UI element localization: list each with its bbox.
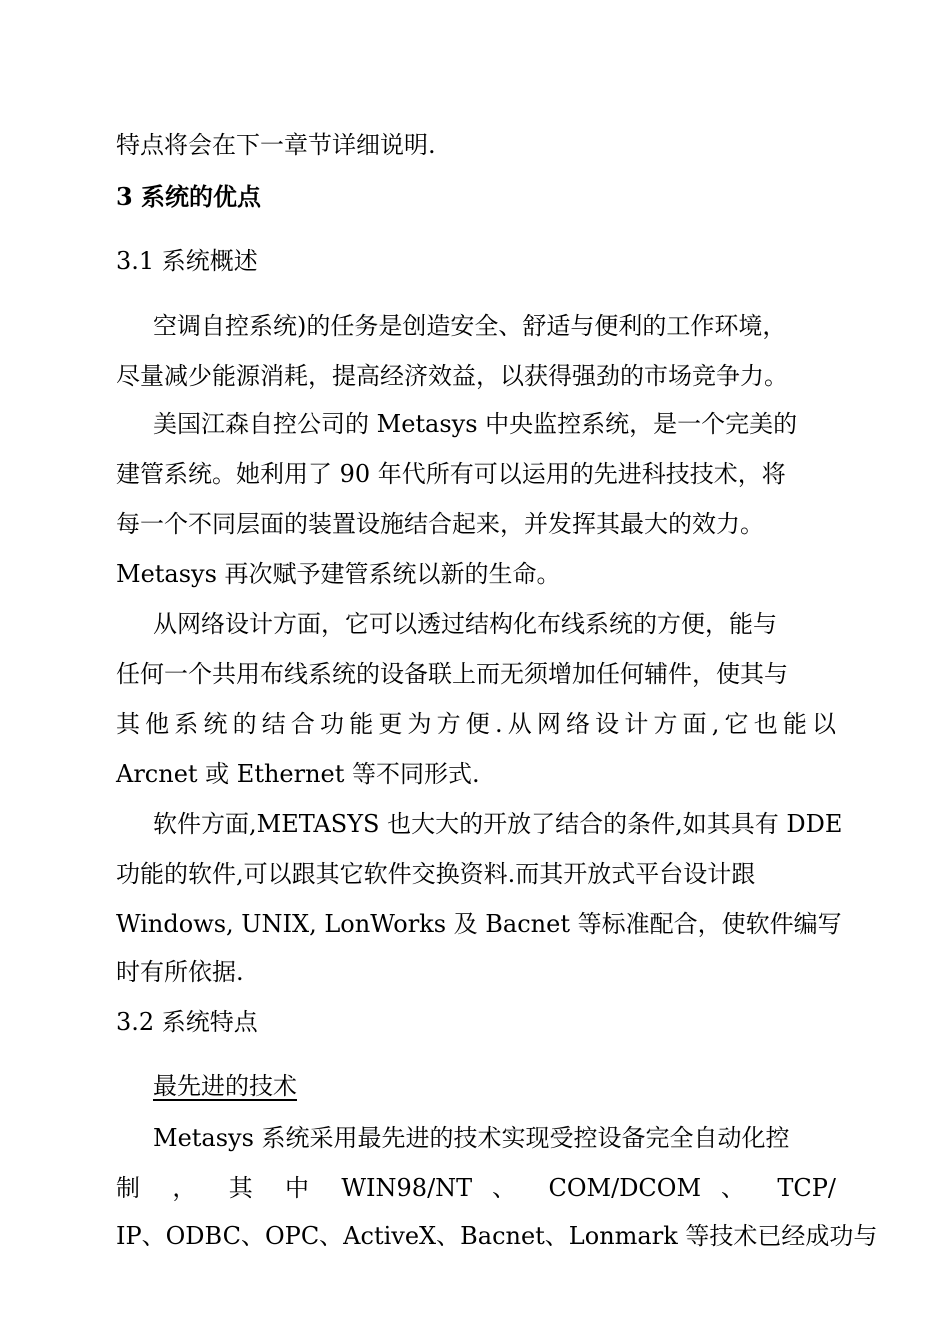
paragraph-line: 每一个不同层面的装置设施结合起来，并发挥其最大的效力。 [116, 510, 764, 538]
paragraph-line: 时有所依据. [116, 958, 244, 986]
paragraph-line: IP、ODBC、OPC、ActiveX、Bacnet、Lonmark 等技术已经成功与 [116, 1222, 878, 1250]
paragraph-line: 软件方面,METASYS 也大大的开放了结合的条件,如其具有 DDE [153, 810, 843, 838]
paragraph-line: 功能的软件,可以跟其它软件交换资料.而其开放式平台设计跟 [116, 860, 756, 888]
paragraph-line: Windows, UNIX, LonWorks 及 Bacnet 等标准配合，使软件编写 [116, 910, 842, 938]
paragraph-line: Metasys 再次赋予建管系统以新的生命。 [116, 560, 561, 588]
paragraph-line: 从网络设计方面，它可以透过结构化布线系统的方便，能与 [153, 610, 777, 638]
subsection-heading-3-1: 3.1 系统概述 [116, 247, 258, 275]
paragraph-line: 任何一个共用布线系统的设备联上而无须增加任何辅件，使其与 [116, 660, 788, 688]
paragraph-line: 制 ， 其 中 WIN98/NT 、 COM/DCOM 、 TCP/ [116, 1174, 836, 1202]
paragraph-line: 尽量减少能源消耗，提高经济效益，以获得强劲的市场竞争力。 [116, 362, 788, 390]
feature-subheading: 最先进的技术 [153, 1072, 297, 1100]
subsection-heading-3-2: 3.2 系统特点 [116, 1008, 258, 1036]
paragraph-line: 建管系统。她利用了 90 年代所有可以运用的先进科技技术，将 [116, 460, 786, 488]
paragraph-line: 美国江森自控公司的 Metasys 中央监控系统，是一个完美的 [153, 410, 798, 438]
paragraph-line: 空调自控系统)的任务是创造安全、舒适与便利的工作环境， [153, 312, 787, 340]
paragraph-line: Arcnet 或 Ethernet 等不同形式. [116, 760, 480, 788]
paragraph-line: Metasys 系统采用最先进的技术实现受控设备完全自动化控 [153, 1124, 790, 1152]
section-heading-3: 3 系统的优点 [116, 182, 262, 211]
paragraph-line: 其他系统的结合功能更为方便.从网络设计方面,它也能以 [116, 710, 836, 738]
paragraph-line: 特点将会在下一章节详细说明. [116, 131, 436, 159]
